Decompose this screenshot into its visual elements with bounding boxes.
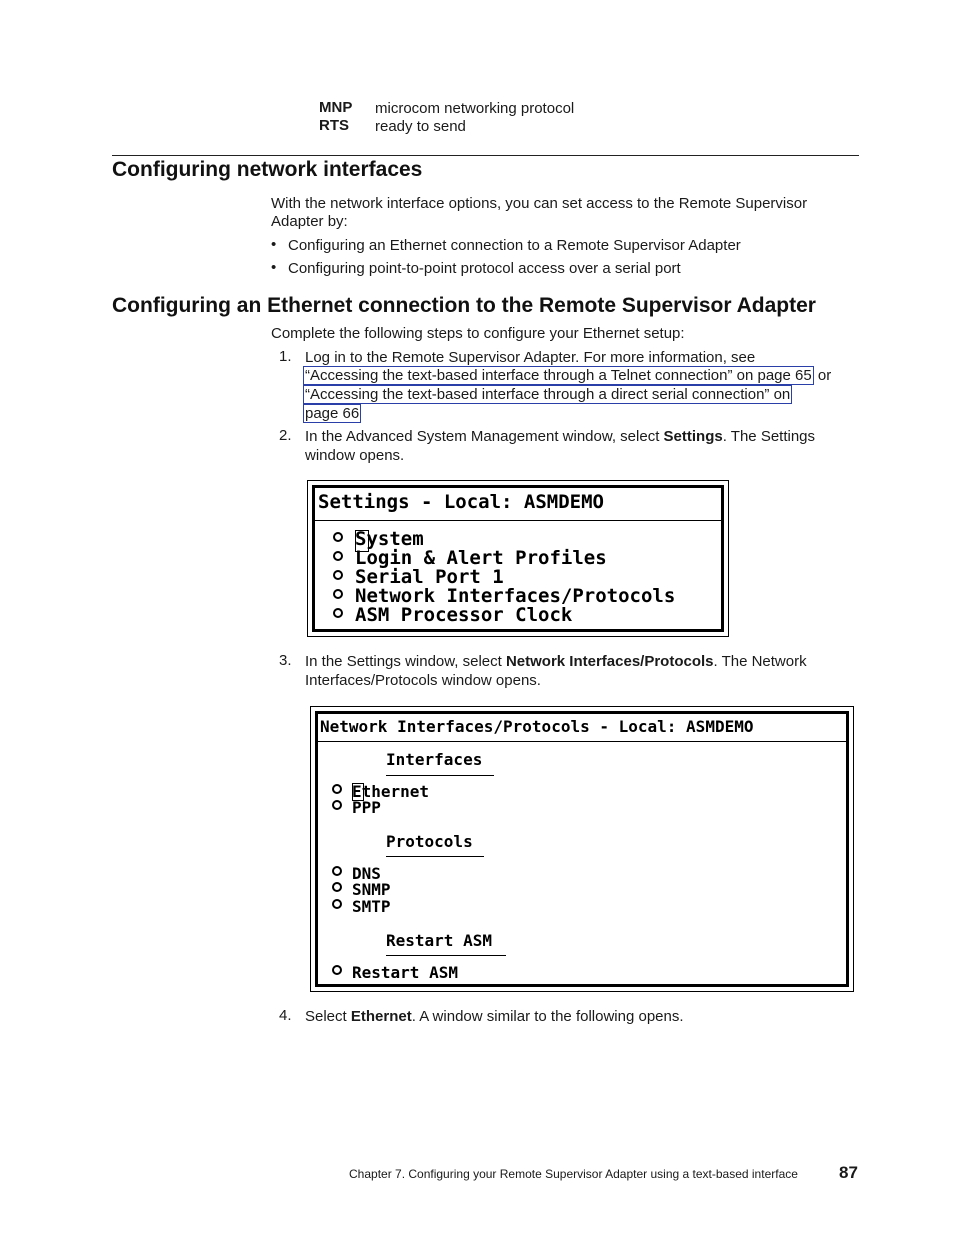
bullet-circle-icon <box>333 589 343 599</box>
bullet-item: Configuring point-to-point protocol access over a serial port <box>288 260 681 277</box>
step1-link2-line2 <box>303 404 361 423</box>
section-divider <box>112 155 859 156</box>
step-number: 3. <box>279 652 292 669</box>
bullet-marker: • <box>271 236 277 253</box>
interfaces-heading: Interfaces <box>386 750 483 769</box>
bullet-circle-icon <box>333 532 343 542</box>
step4-pre: Select <box>305 1008 351 1025</box>
serial-connection-link[interactable]: “Accessing the text-based interface through a direct serial connection” on <box>305 386 791 403</box>
abbr-term-mnp: MNP <box>319 99 353 116</box>
settings-item-system[interactable]: System <box>355 528 424 550</box>
bullet-circle-icon <box>332 866 342 876</box>
step1-link2-line <box>303 385 792 404</box>
bullet-circle-icon <box>333 570 343 580</box>
restart-underline <box>386 955 506 956</box>
step2-pre: In the Advanced System Management window, select <box>305 428 664 445</box>
telnet-connection-link[interactable]: “Accessing the text-based interface through a Telnet connection” on page 65 <box>305 367 812 384</box>
step2-post: . The Settings <box>722 428 816 445</box>
step4-text <box>305 1007 684 1026</box>
footer-chapter: Chapter 7. Configuring your Remote Supervisor Adapter using a text-based interface <box>349 1167 798 1181</box>
bullet-marker: • <box>271 259 277 276</box>
step3-bold: Network Interfaces/Protocols <box>505 653 714 670</box>
step3-text <box>305 652 807 671</box>
step4-post: . A window similar to the following opens. <box>411 1008 684 1025</box>
bullet-circle-icon <box>332 882 342 892</box>
network-title-divider <box>318 741 846 742</box>
step3-post: . The Network <box>713 653 807 670</box>
step1-link-line <box>303 366 831 385</box>
step-number: 4. <box>279 1007 292 1024</box>
abbr-def-rts: ready to send <box>375 118 466 135</box>
settings-item-clock[interactable]: ASM Processor Clock <box>355 604 573 626</box>
bullet-circle-icon <box>332 800 342 810</box>
interface-item-ethernet[interactable]: Ethernet <box>352 782 430 801</box>
step2-line2: window opens. <box>305 447 405 464</box>
protocol-item-dns[interactable]: DNS <box>352 864 381 883</box>
bullet-circle-icon <box>333 551 343 561</box>
restart-asm-item[interactable]: Restart ASM <box>352 963 458 982</box>
slashed-circle-icon <box>332 965 342 975</box>
page-number: 87 <box>839 1163 858 1182</box>
restart-heading: Restart ASM <box>386 931 492 950</box>
bullet-circle-icon <box>332 784 342 794</box>
settings-item-network[interactable]: Network Interfaces/Protocols <box>355 585 676 607</box>
step2-text <box>305 427 815 446</box>
bullet-item: Configuring an Ethernet connection to a Remote Supervisor Adapter <box>288 237 741 254</box>
step3-pre: In the Settings window, select <box>305 653 506 670</box>
interfaces-underline <box>386 775 494 776</box>
step2-bold: Settings <box>663 428 723 445</box>
step-number: 2. <box>279 427 292 444</box>
network-window-title: Network Interfaces/Protocols - Local: ASMDEMO <box>320 717 754 736</box>
protocol-item-snmp[interactable]: SNMP <box>352 880 391 899</box>
settings-item-serial-port[interactable]: Serial Port 1 <box>355 566 504 588</box>
abbr-def-mnp: microcom networking protocol <box>375 100 575 117</box>
step1-text: Log in to the Remote Supervisor Adapter. For more information, see <box>305 349 756 366</box>
settings-window-title: Settings - Local: ASMDEMO <box>318 491 604 513</box>
serial-connection-link-page[interactable]: page 66 <box>305 405 360 422</box>
settings-item-login-alert[interactable]: Login & Alert Profiles <box>355 547 607 569</box>
protocol-item-smtp[interactable]: SMTP <box>352 897 391 916</box>
abbr-term-rts: RTS <box>319 117 349 134</box>
section1-intro-line2: Adapter by: <box>271 213 348 230</box>
interface-item-ppp[interactable]: PPP <box>352 798 381 817</box>
step-number: 1. <box>279 348 292 365</box>
step3-line2: Interfaces/Protocols window opens. <box>305 672 541 689</box>
step4-bold: Ethernet <box>350 1008 412 1025</box>
section-heading-network-interfaces: Configuring network interfaces <box>112 158 423 181</box>
bullet-circle-icon <box>332 899 342 909</box>
settings-title-divider <box>315 520 721 521</box>
network-window-screenshot <box>310 706 854 992</box>
bullet-circle-icon <box>333 608 343 618</box>
protocols-underline <box>386 856 484 857</box>
settings-window-screenshot <box>307 480 729 637</box>
protocols-heading: Protocols <box>386 832 473 851</box>
section-heading-ethernet-connection: Configuring an Ethernet connection to the Remote Supervisor Adapter <box>112 294 816 317</box>
step1-or: or <box>813 367 832 384</box>
section1-intro-line1: With the network interface options, you can set access to the Remote Supervisor <box>271 195 808 212</box>
section2-intro: Complete the following steps to configure your Ethernet setup: <box>271 325 685 342</box>
